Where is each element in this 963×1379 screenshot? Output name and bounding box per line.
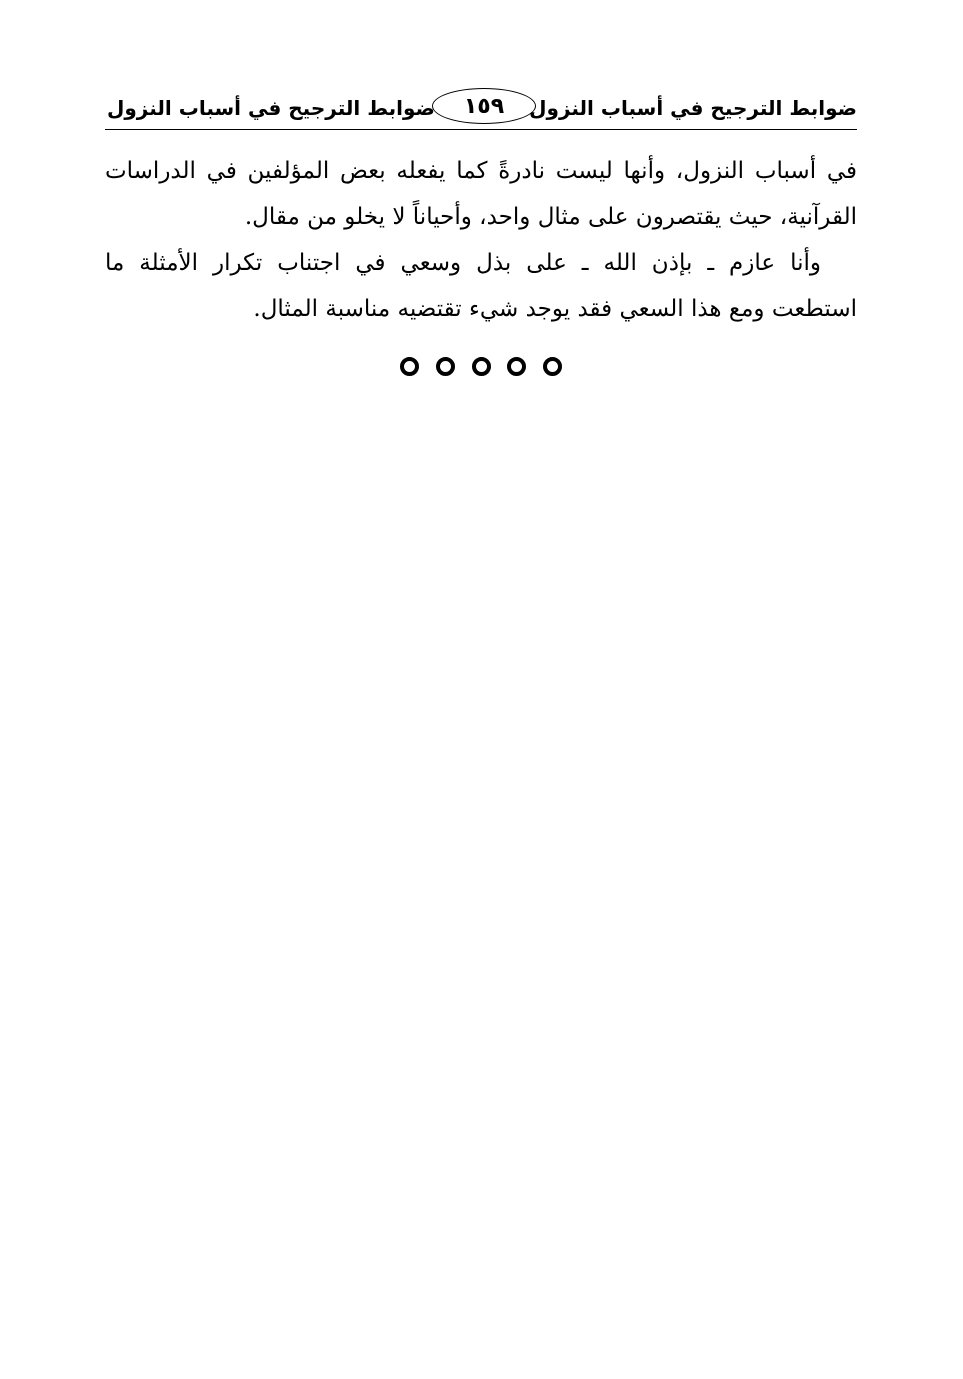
ring-icon — [507, 357, 526, 376]
paragraph-2-line-2: استطعت ومع هذا السعي فقد يوجد شيء تقتضيه مناسبة المثال. — [253, 296, 857, 322]
page-number-oval — [432, 88, 536, 124]
body-text — [105, 148, 857, 332]
header-title-left: ضوابط الترجيح في أسباب النزول — [107, 96, 435, 120]
paragraph-1-line-2: القرآنية، حيث يقتصرون على مثال واحد، وأحياناً لا يخلو من مقال. — [244, 204, 857, 230]
section-separator — [400, 353, 562, 379]
running-header — [105, 88, 857, 132]
header-title-right: ضوابط الترجيح في أسباب النزول — [529, 96, 857, 120]
paragraph-1-line-1: في أسباب النزول، وأنها ليست نادرةً كما يفعله بعض المؤلفين في الدراسات — [105, 158, 857, 184]
header-rule — [105, 129, 857, 130]
ring-icon — [436, 357, 455, 376]
ring-icon — [543, 357, 562, 376]
paragraph-2-line-1: وأنا عازم ـ بإذن الله ـ على بذل وسعي في اجتناب تكرار الأمثلة ما — [105, 250, 821, 276]
page-number: ١٥٩ — [463, 93, 505, 119]
ring-icon — [400, 357, 419, 376]
ring-icon — [472, 357, 491, 376]
